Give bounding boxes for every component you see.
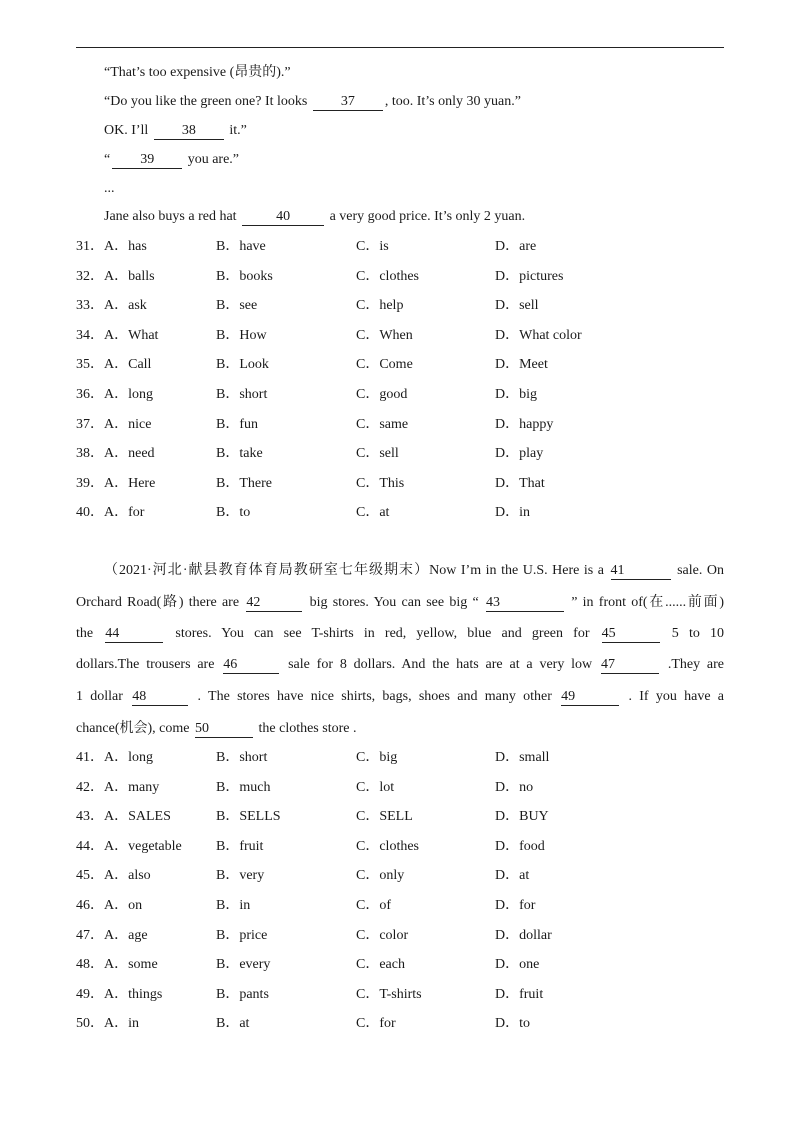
question-number: 44． (76, 838, 104, 854)
option-c: C．big (356, 750, 398, 765)
question-number: 49． (76, 986, 104, 1002)
option-b: B．every (216, 957, 271, 973)
passage-line (76, 593, 724, 613)
option-a: A．vegetable (104, 838, 182, 854)
passage-text: stores. You can see T-shirts in red, yellow, blue and green for (175, 626, 590, 641)
option-a: A．ask (104, 298, 147, 314)
option-c: C．each (356, 957, 405, 973)
passage-text: .They are (667, 657, 724, 672)
option-a: A．long (104, 750, 153, 765)
option-d: D．big (495, 387, 537, 402)
passage-text: chance(机会), come (76, 721, 190, 736)
option-b: B．very (216, 868, 265, 884)
passage-text: ” in front of(在......前面) (571, 595, 724, 610)
dialogue-text: “ (104, 152, 111, 167)
option-a: A．in (104, 1016, 139, 1032)
question-number: 46． (76, 898, 104, 913)
option-c: C．T-shirts (356, 986, 422, 1002)
passage-text: 1 dollar (76, 689, 123, 704)
passage-text: big stores. You can see big “ (309, 595, 479, 610)
option-a: A．balls (104, 268, 155, 284)
answer-blank: 43 (486, 595, 564, 612)
question-number: 31． (76, 239, 104, 254)
dialogue-text: “Do you like the green one? It looks (104, 94, 308, 109)
passage-text: sale. On (677, 563, 725, 578)
passage-text: Orchard Road(路) there are (76, 595, 240, 610)
question-number: 36． (76, 387, 104, 402)
option-b: B．How (216, 327, 267, 343)
option-a: A．some (104, 957, 158, 973)
option-c: C．same (356, 416, 409, 432)
passage-text: the clothes store . (258, 721, 357, 736)
option-a: A．nice (104, 416, 152, 432)
option-d: D．BUY (495, 809, 549, 825)
dialogue-text: ... (104, 181, 115, 196)
option-a: A．age (104, 927, 148, 943)
answer-blank: 40 (242, 209, 324, 226)
passage-line (76, 687, 724, 707)
dialogue-line (104, 92, 521, 112)
option-b: B．at (216, 1016, 250, 1032)
answer-blank: 47 (601, 657, 659, 674)
question-number: 33． (76, 298, 104, 314)
passage-line (76, 655, 724, 675)
answer-blank: 48 (132, 689, 188, 706)
dialogue-text: OK. I’ll (104, 123, 149, 138)
option-d: D．one (495, 957, 540, 973)
option-c: C．only (356, 868, 405, 884)
passage-line (76, 624, 724, 644)
question-row (0, 415, 800, 435)
option-d: D．That (495, 475, 545, 491)
option-b: B．fun (216, 416, 258, 432)
option-d: D．for (495, 898, 536, 913)
option-c: C．SELL (356, 809, 413, 825)
passage-text: dollars.The trousers are (76, 657, 215, 672)
question-number: 45． (76, 868, 104, 884)
answer-blank: 45 (602, 626, 660, 643)
option-d: D．to (495, 1016, 530, 1032)
option-c: C．is (356, 239, 389, 254)
option-c: C．at (356, 505, 390, 521)
option-b: B．take (216, 446, 263, 462)
option-c: C．clothes (356, 838, 419, 854)
question-row (0, 985, 800, 1005)
answer-blank: 37 (313, 94, 383, 111)
option-d: D．What color (495, 327, 582, 343)
option-c: C．color (356, 927, 409, 943)
question-row (0, 267, 800, 287)
option-a: A．also (104, 868, 151, 884)
option-b: B．pants (216, 986, 269, 1002)
passage-text: sale for 8 dollars. And the hats are at a very low (288, 657, 593, 672)
option-c: C．for (356, 1016, 396, 1032)
passage-text: . If you have a (628, 689, 725, 704)
dialogue-text: it.” (229, 123, 247, 138)
question-row (0, 326, 800, 346)
passage-text: （2021·河北·献县教育体育局教研室七年级期末）Now I’m in the U.S. Here is a (104, 563, 604, 578)
option-d: D．play (495, 446, 544, 462)
question-number: 42． (76, 779, 104, 795)
option-a: A．things (104, 986, 163, 1002)
answer-blank: 44 (105, 626, 163, 643)
question-number: 47． (76, 927, 104, 943)
option-c: C．When (356, 327, 413, 343)
option-c: C．This (356, 475, 405, 491)
option-b: B．much (216, 779, 271, 795)
option-d: D．are (495, 239, 537, 254)
question-number: 41． (76, 750, 104, 765)
option-b: B．Look (216, 357, 269, 373)
question-row (0, 778, 800, 798)
option-d: D．food (495, 838, 545, 854)
question-number: 39． (76, 475, 104, 491)
option-a: A．What (104, 327, 159, 343)
option-c: C．of (356, 898, 391, 913)
option-a: A．need (104, 446, 155, 462)
question-row (0, 503, 800, 523)
option-d: D．dollar (495, 927, 552, 943)
question-row (0, 385, 800, 405)
answer-blank: 42 (246, 595, 302, 612)
question-row (0, 296, 800, 316)
option-c: C．lot (356, 779, 395, 795)
option-b: B．There (216, 475, 272, 491)
answer-blank: 50 (195, 721, 253, 738)
passage-text: the (76, 626, 94, 641)
option-a: A．has (104, 239, 147, 254)
question-row (0, 748, 800, 768)
question-number: 48． (76, 957, 104, 973)
answer-blank: 39 (112, 152, 182, 169)
option-b: B．short (216, 750, 268, 765)
question-number: 37． (76, 416, 104, 432)
question-row (0, 807, 800, 827)
option-c: C．clothes (356, 268, 419, 284)
option-b: B．have (216, 239, 266, 254)
question-number: 38． (76, 446, 104, 462)
dialogue-text: a very good price. It’s only 2 yuan. (329, 209, 526, 224)
option-a: A．Call (104, 357, 152, 373)
option-b: B．short (216, 387, 268, 402)
passage-text: 5 to 10 (671, 626, 724, 641)
option-a: A．Here (104, 475, 156, 491)
dialogue-line (104, 63, 291, 83)
question-number: 35． (76, 357, 104, 373)
option-d: D．small (495, 750, 550, 765)
option-b: B．to (216, 505, 251, 521)
option-b: B．fruit (216, 838, 264, 854)
option-d: D．fruit (495, 986, 544, 1002)
option-b: B．books (216, 268, 273, 284)
option-c: C．Come (356, 357, 413, 373)
question-row (0, 444, 800, 464)
option-d: D．pictures (495, 268, 564, 284)
question-number: 32． (76, 268, 104, 284)
question-row (0, 837, 800, 857)
option-d: D．sell (495, 298, 539, 314)
passage-line (76, 561, 724, 581)
answer-blank: 38 (154, 123, 224, 140)
passage-text: . The stores have nice shirts, bags, shoes and many other (197, 689, 552, 704)
question-row (0, 237, 800, 257)
dialogue-text: you are.” (187, 152, 240, 167)
dialogue-text: “That’s too expensive (昂贵的).” (104, 65, 291, 80)
option-a: A．on (104, 898, 143, 913)
question-row (0, 474, 800, 494)
option-a: A．long (104, 387, 153, 402)
option-a: A．many (104, 779, 160, 795)
question-row (0, 866, 800, 886)
question-row (0, 926, 800, 946)
option-d: D．happy (495, 416, 554, 432)
dialogue-line (104, 121, 247, 141)
question-number: 50． (76, 1016, 104, 1032)
option-d: D．in (495, 505, 530, 521)
dialogue-text: Jane also buys a red hat (104, 209, 237, 224)
dialogue-line (104, 150, 239, 170)
option-d: D．no (495, 779, 534, 795)
question-number: 34． (76, 327, 104, 343)
option-d: D．Meet (495, 357, 548, 373)
option-b: B．in (216, 898, 251, 913)
answer-blank: 49 (561, 689, 619, 706)
question-row (0, 896, 800, 916)
option-b: B．see (216, 298, 258, 314)
dialogue-line (104, 207, 525, 227)
option-c: C．good (356, 387, 408, 402)
answer-blank: 41 (611, 563, 671, 580)
question-row (0, 1014, 800, 1034)
dialogue-line (104, 179, 115, 199)
option-c: C．help (356, 298, 404, 314)
answer-blank: 46 (223, 657, 279, 674)
question-row (0, 355, 800, 375)
option-d: D．at (495, 868, 530, 884)
question-number: 40． (76, 505, 104, 521)
option-a: A．for (104, 505, 145, 521)
option-c: C．sell (356, 446, 399, 462)
question-number: 43． (76, 809, 104, 825)
question-row (0, 955, 800, 975)
option-b: B．price (216, 927, 268, 943)
option-a: A．SALES (104, 809, 171, 825)
passage-line (76, 719, 724, 739)
option-b: B．SELLS (216, 809, 281, 825)
dialogue-text: , too. It’s only 30 yuan.” (384, 94, 521, 109)
